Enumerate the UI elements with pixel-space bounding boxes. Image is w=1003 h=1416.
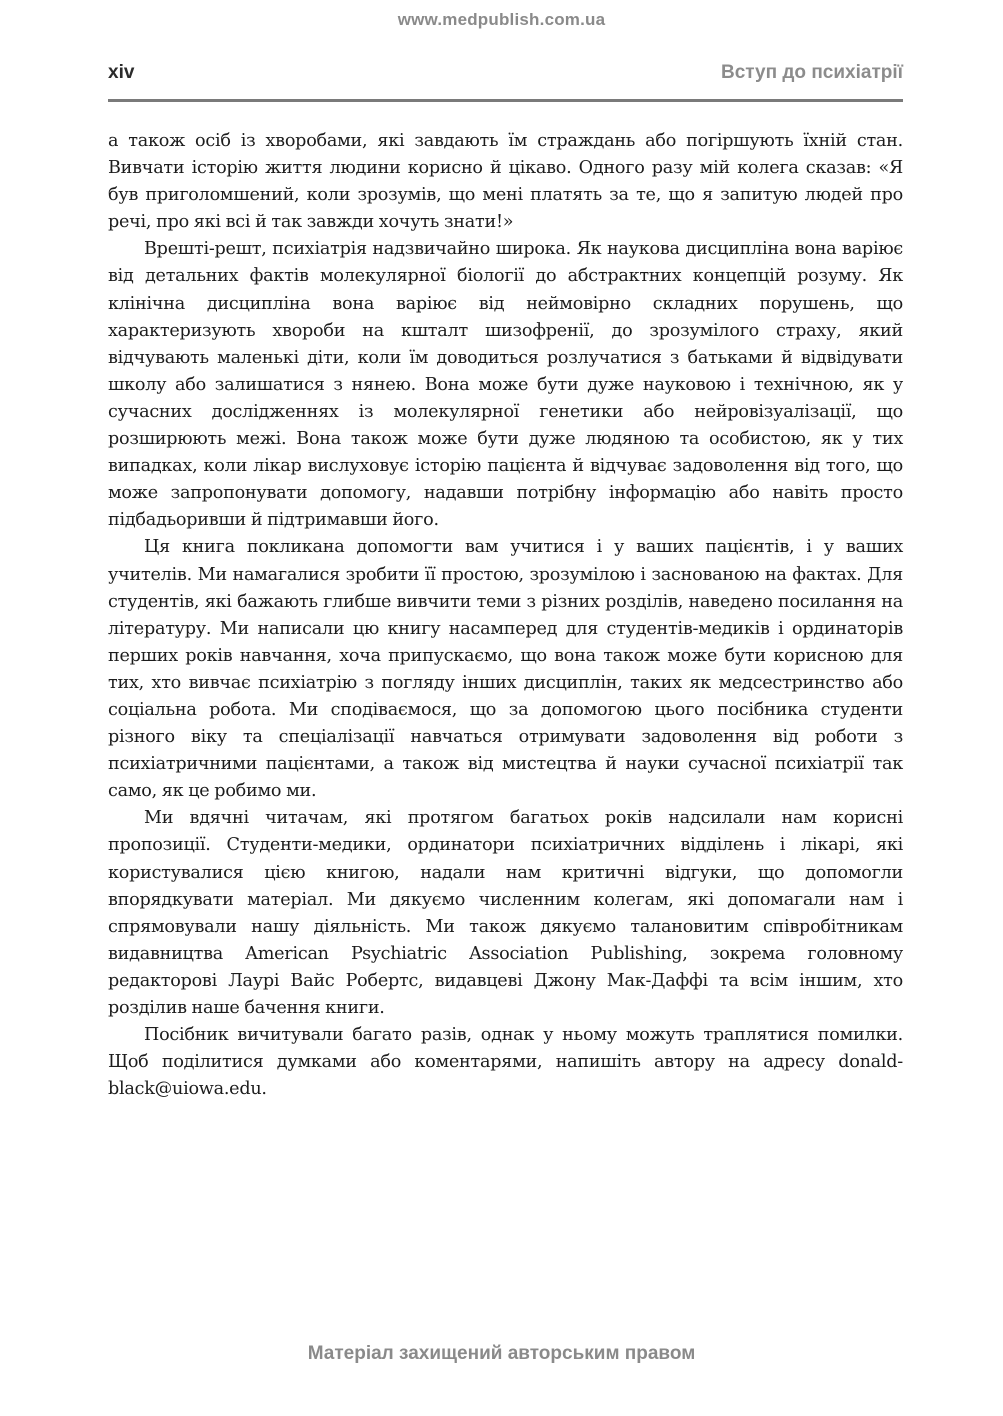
paragraph-psychiatry-breadth: Врешті-решт, психіатрія надзвичайно широка. Як наукова дисципліна вона варіює від детальних фактів молекулярної біології до абстрактних концепцій розуму. Як клінічна дисципліна вона варіює від неймовірно складних порушень, що характеризують хвороби на кшталт шизофренії, до зрозумілого страху, який відчувають маленькі діти, коли їм доводиться розлучатися з батьками й відвідувати школу або залишатися з нянею. Вона може бути дуже науковою і технічною, як у сучасних дослідженнях із молекулярної генетики або нейровізуалізації, що розширюють межі. Вона також може бути дуже людяною та особистою, як у тих випадках, коли лікар вислуховує історію пацієнта й відчуває задоволення від того, що може запропонувати допомогу, надавши потрібну інформацію або навіть просто підбадьоривши й підтримавши його.: [108, 239, 903, 531]
page-number: xiv: [108, 62, 135, 83]
running-header: [108, 62, 903, 92]
paragraph-acknowledgements: Ми вдячні читачам, які протягом багатьох років надсилали нам корисні пропозиції. Студенти-медики, ординатори психіатричних відділень і лікарі, які користувалися цією книгою, надали нам критичні відгуки, що допомогли впорядкувати матеріал. Ми дякуємо численним колегам, які допомагали нам і спрямовували нашу діяльність. Ми також дякуємо талановитим співробітникам видавництва American Psychiatric Association Publishing, зокрема головному редакторові Лаурі Вайс Робертс, видавцеві Джону Мак-Даффі та всім іншим, хто розділив наше бачення книги.: [108, 808, 903, 1018]
body-text: [108, 128, 903, 1103]
paragraph-book-purpose: Ця книга покликана допомогти вам учитися і у ваших пацієнтів, і у ваших учителів. Ми намагалися зробити її простою, зрозумілою і заснованою на фактах. Для студентів, які бажають глибше вивчити теми з різних розділів, наведено посилання на літературу. Ми написали цю книгу насамперед для студентів-медиків і ординаторів перших років навчання, хоча припускаємо, що вона також може бути корисною для тих, хто вивчає психіатрію з погляду інших дисциплін, таких як медсестринство або соціальна робота. Ми сподіваємося, що за допомогою цього посібника студенти різного віку та спеціалізації навчаться отримувати задоволення від роботи з психіатричними пацієнтами, а також від мистецтва й науки сучасної психіатрії так само, як це робимо ми.: [108, 537, 903, 802]
copyright-watermark: Матеріал захищений авторським правом: [307, 1343, 696, 1364]
paragraph-contact: Посібник вичитували багато разів, однак у ньому можуть траплятися помилки. Щоб поділитися думками або коментарями, напишіть автору на адресу donald-black@uiowa.edu.: [108, 1025, 903, 1100]
source-watermark: www.medpublish.com.ua: [397, 10, 606, 29]
paragraph-continuation: а також осіб із хворобами, які завдають їм страждань або погіршують їхній стан. Вивчати історію життя людини корисно й цікаво. Одного разу мій колега сказав: «Я був приголомшений, коли зрозумів, що мені платять за те, що я запитую людей про речі, про які всі й так завжди хочуть знати!»: [108, 131, 903, 233]
header-divider: [108, 99, 903, 102]
book-title: Вступ до психіатрії: [720, 62, 903, 83]
